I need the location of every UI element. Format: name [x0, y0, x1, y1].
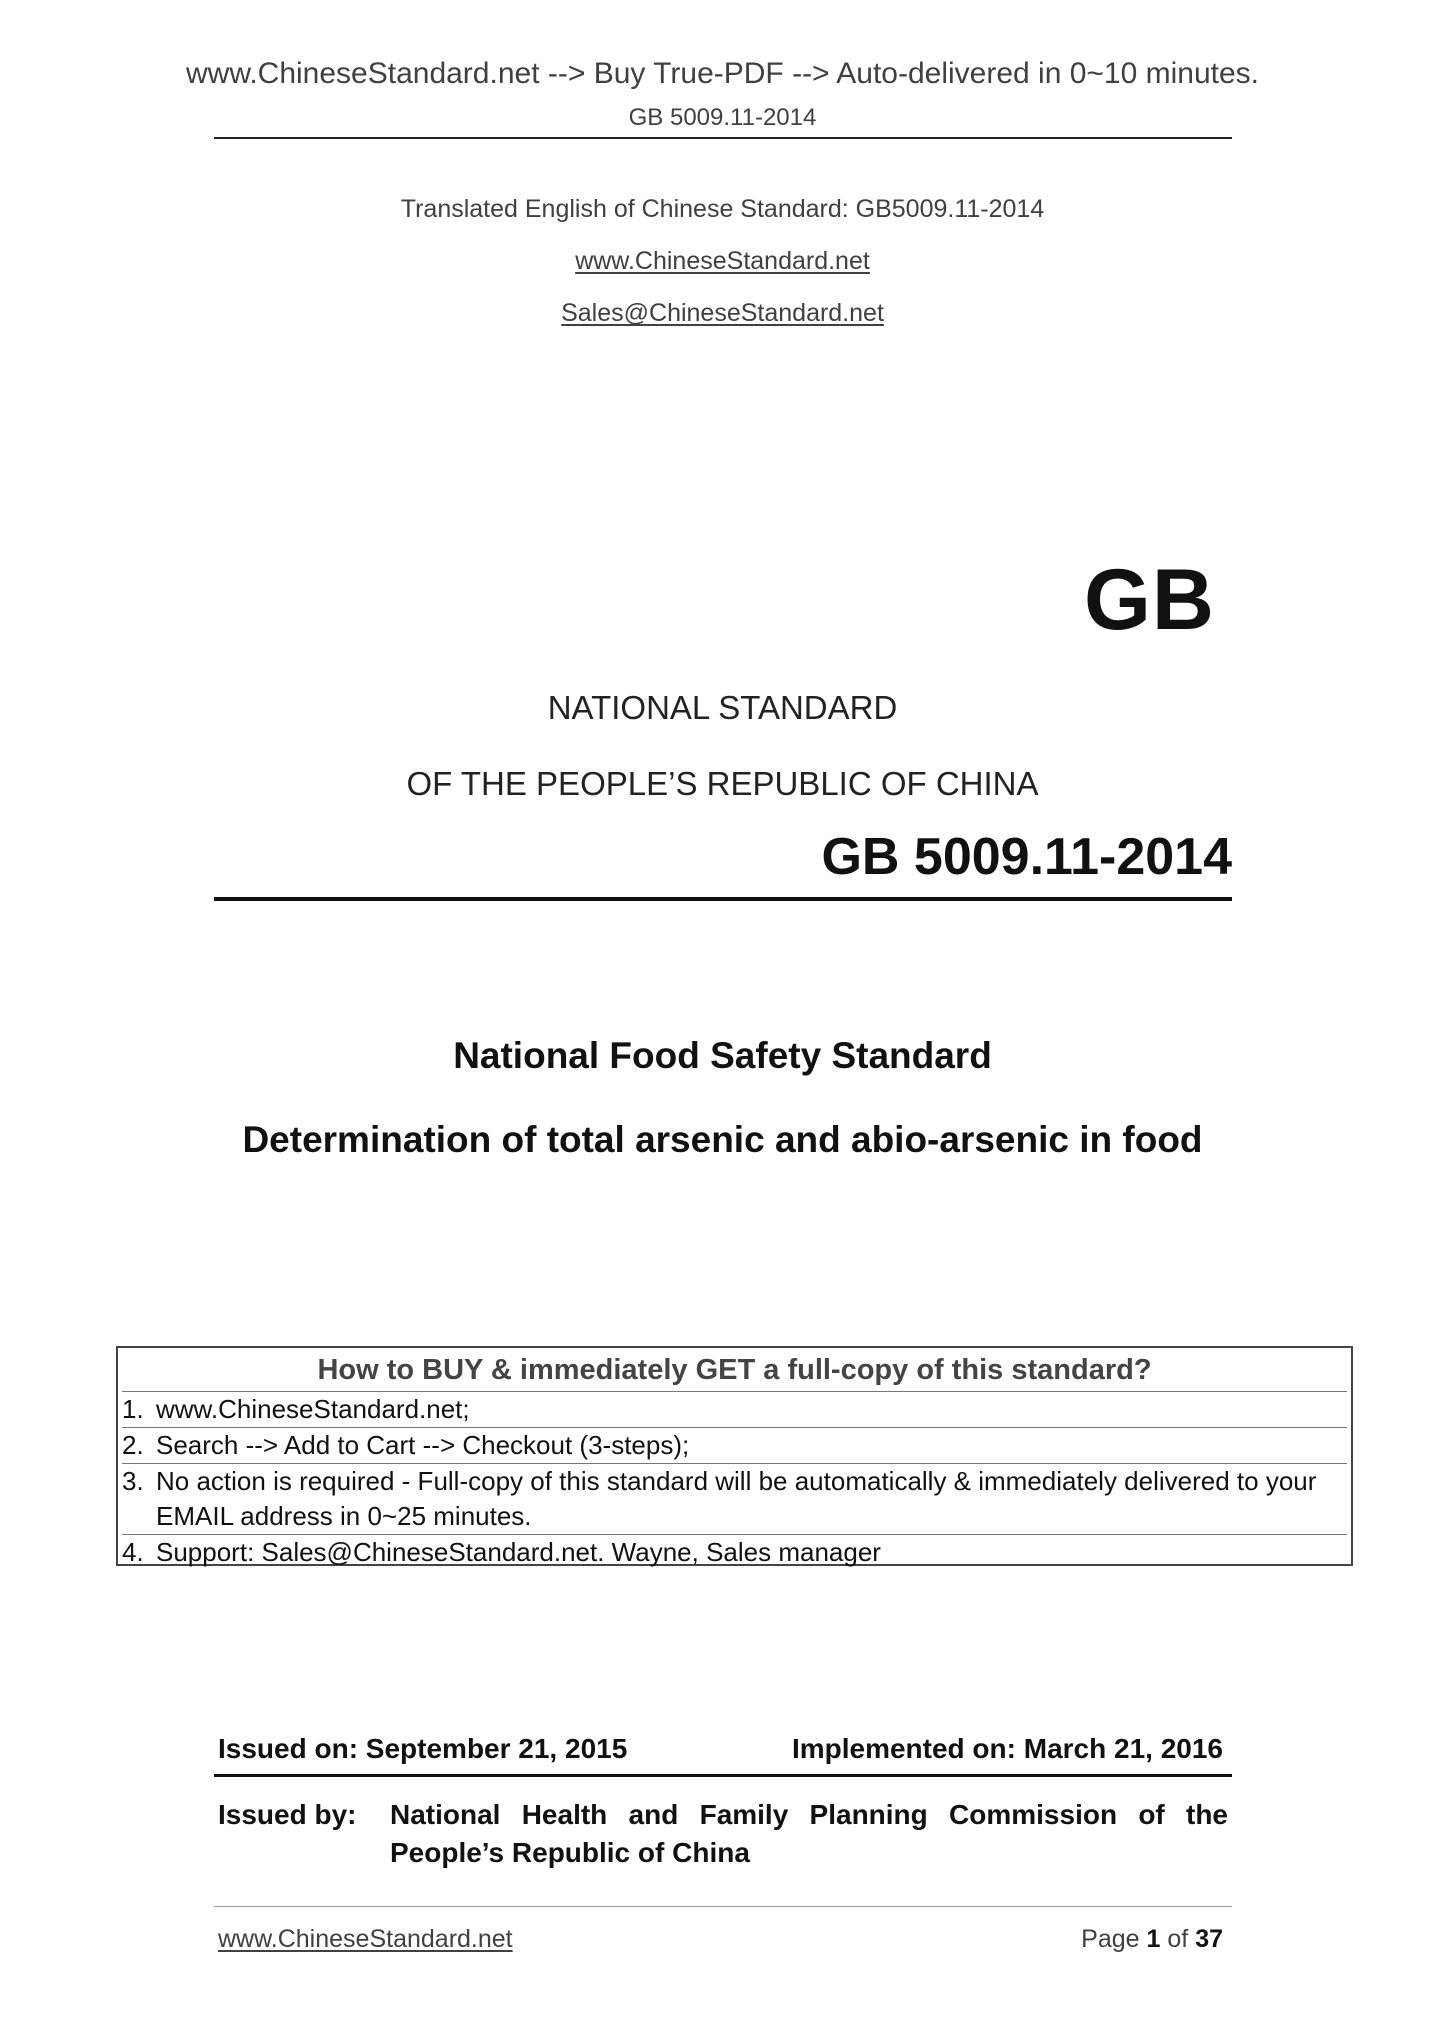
republic-label: OF THE PEOPLE’S REPUBLIC OF CHINA: [406, 765, 1039, 802]
buy-step: [122, 1463, 1347, 1534]
page-total: 37: [1195, 1925, 1223, 1953]
buy-step-text: Support: Sales@ChineseStandard.net. Wayne, Sales manager: [156, 1537, 881, 1567]
translated-note: Translated English of Chinese Standard: GB5009.11-2014: [400, 195, 1045, 223]
title-divider: [214, 897, 1232, 901]
buy-step-text: Search --> Add to Cart --> Checkout (3-steps);: [156, 1430, 690, 1460]
issued-by-label: Issued by:: [218, 1799, 357, 1830]
buy-step: [122, 1534, 1347, 1570]
gb-mark: GB: [1084, 552, 1215, 648]
buy-step-number: 3.: [122, 1466, 144, 1496]
sales-email-link[interactable]: Sales@ChineseStandard.net: [561, 299, 884, 327]
buy-step: [122, 1427, 1347, 1463]
page-prefix: Page: [1081, 1925, 1140, 1953]
header-doc-code: GB 5009.11-2014: [628, 104, 817, 131]
page-indicator: [1081, 1924, 1223, 1954]
buy-step-number: 1.: [122, 1394, 144, 1424]
issued-by-authority: National Health and Family Planning Commission of the People’s Republic of China: [390, 1799, 1228, 1868]
buy-step-text: www.ChineseStandard.net;: [156, 1394, 470, 1424]
buy-instructions-box: [116, 1346, 1353, 1566]
buy-step-number: 2.: [122, 1430, 144, 1460]
footer-website-link[interactable]: www.ChineseStandard.net: [218, 1925, 513, 1953]
page-current: 1: [1146, 1925, 1161, 1953]
implemented-on-date: Implemented on: March 21, 2016: [791, 1733, 1223, 1764]
website-link[interactable]: www.ChineseStandard.net: [575, 247, 870, 275]
document-subtitle: Determination of total arsenic and abio-arsenic in food: [242, 1119, 1203, 1160]
buy-steps-list: [122, 1391, 1347, 1570]
issued-on-date: Issued on: September 21, 2015: [218, 1733, 628, 1764]
buy-step: [122, 1391, 1347, 1427]
issue-divider: [214, 1774, 1232, 1777]
page-of: of: [1167, 1925, 1189, 1953]
footer-divider: [214, 1906, 1232, 1907]
buy-heading: How to BUY & immediately GET a full-copy of this standard?: [317, 1354, 1152, 1386]
top-banner: www.ChineseStandard.net --> Buy True-PDF --> Auto-delivered in 0~10 minutes.: [185, 57, 1260, 90]
header-divider: [214, 137, 1232, 139]
buy-step-text: No action is required - Full-copy of this standard will be automatically & immediately delivered to your EMAIL address in 0~25 minutes.: [156, 1466, 1317, 1531]
national-standard-label: NATIONAL STANDARD: [547, 689, 898, 726]
standard-code: GB 5009.11-2014: [821, 828, 1232, 886]
buy-step-number: 4.: [122, 1537, 144, 1567]
main-title: National Food Safety Standard: [453, 1035, 992, 1076]
